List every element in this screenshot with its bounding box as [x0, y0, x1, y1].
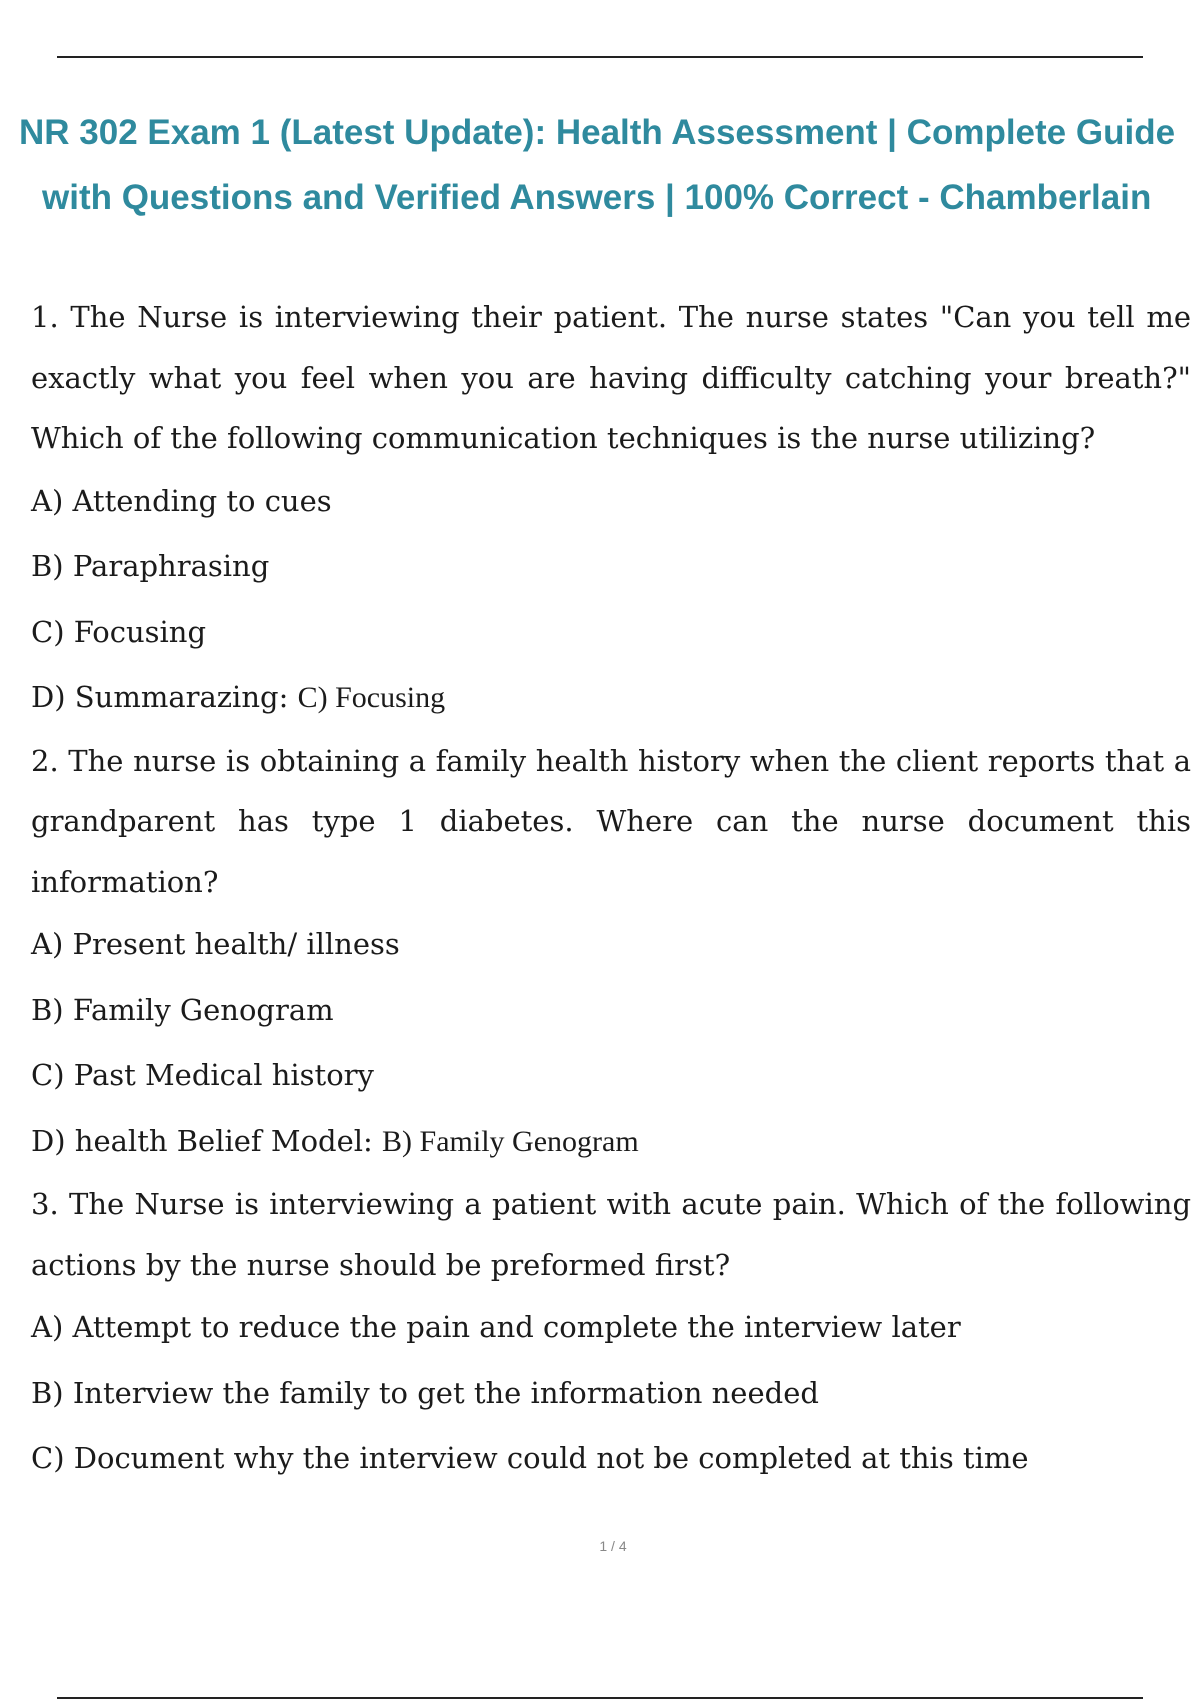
option-text: Document why the interview could not be completed at this time	[73, 1441, 1029, 1475]
option-b	[31, 978, 1191, 1044]
option-text: Paraphrasing	[72, 549, 270, 583]
question-3	[31, 1174, 1191, 1492]
option-a	[31, 912, 1191, 978]
document-body	[31, 287, 1191, 1492]
question-stem: The Nurse is interviewing their patient. The nurse states "Can you tell me exactly what you feel when you are having difficulty catching your breath?" Which of the following communication techniques is the nurse utilizing?	[31, 300, 1192, 455]
question-1	[31, 287, 1191, 731]
option-c	[31, 1426, 1191, 1492]
option-b	[31, 534, 1191, 600]
option-c	[31, 1043, 1191, 1109]
option-letter: A)	[31, 483, 64, 518]
option-text: Summarazing:	[74, 680, 289, 714]
document-title	[0, 100, 1200, 230]
option-a	[31, 469, 1191, 535]
option-text: Interview the family to get the information needed	[72, 1375, 819, 1410]
option-text: Focusing	[73, 614, 207, 649]
option-letter: D)	[31, 680, 66, 714]
bottom-rule	[57, 1697, 1143, 1699]
question-3-text	[31, 1174, 1191, 1295]
option-letter: C)	[31, 1441, 65, 1475]
option-text: Present health/ illness	[72, 927, 400, 961]
option-b	[31, 1361, 1191, 1427]
title-line-1: NR 302 Exam 1 (Latest Update): Health Assessment | Complete Guide	[19, 113, 1176, 152]
option-text: Attending to cues	[72, 483, 332, 518]
option-d	[31, 665, 1191, 731]
option-letter: A)	[31, 927, 64, 961]
answer-key: B) Family Genogram	[382, 1124, 639, 1158]
question-number: 1.	[31, 300, 59, 334]
question-stem: The Nurse is interviewing a patient with acute pain. Which of the following actions by the nurse should be preformed first?	[31, 1187, 1192, 1282]
question-2	[31, 731, 1191, 1175]
option-letter: C)	[31, 614, 65, 649]
option-c	[31, 600, 1191, 666]
question-stem: The nurse is obtaining a family health history when the client reports that a grandparent has type 1 diabetes. Where can the nurse document this information?	[31, 743, 1191, 899]
option-letter: D)	[31, 1123, 66, 1158]
question-number: 3.	[31, 1187, 59, 1221]
question-2-text	[31, 731, 1191, 913]
option-letter: A)	[31, 1310, 64, 1344]
option-text: Past Medical history	[73, 1058, 374, 1092]
option-letter: B)	[31, 549, 64, 583]
option-text: Family Genogram	[72, 992, 334, 1027]
top-rule	[57, 56, 1143, 58]
option-a	[31, 1295, 1191, 1361]
answer-key: C) Focusing	[297, 681, 446, 714]
option-letter: B)	[31, 992, 64, 1027]
question-1-text	[31, 287, 1191, 469]
option-letter: B)	[31, 1375, 64, 1410]
page-indicator: 1 / 4	[599, 1538, 627, 1554]
option-letter: C)	[31, 1058, 65, 1092]
option-d	[31, 1109, 1191, 1175]
question-number: 2.	[31, 743, 59, 778]
title-line-2: with Questions and Verified Answers | 100% Correct - Chamberlain	[42, 178, 1152, 217]
option-text: Attempt to reduce the pain and complete the interview later	[72, 1310, 961, 1344]
option-text: health Belief Model:	[74, 1123, 373, 1158]
